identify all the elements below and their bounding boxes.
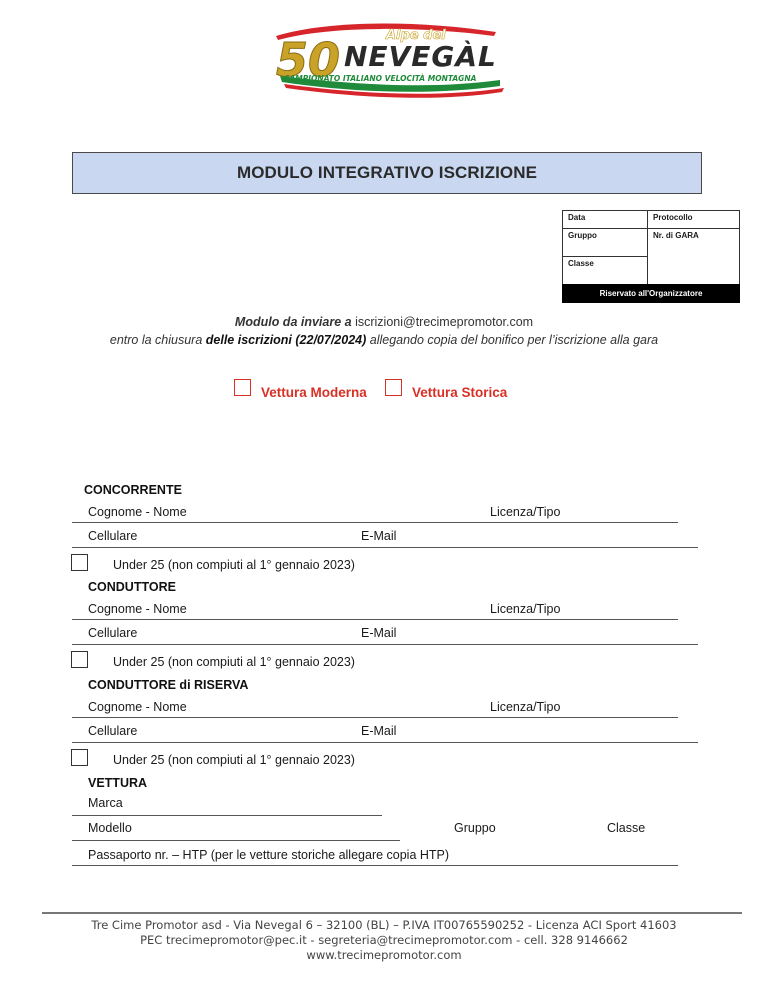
footer-website[interactable]: www.trecimepromotor.com — [306, 948, 462, 962]
organizer-reserved-bar — [562, 284, 740, 303]
riserva-license-label: Licenza/Tipo — [490, 700, 561, 714]
logo-sub-text: CAMPIONATO ITALIANO VELOCITÀ MONTAGNA — [284, 74, 477, 83]
label-nr-gara: Nr. di GARA — [653, 231, 699, 240]
logo-number: 50 — [276, 33, 341, 87]
instruction-part-c: allegando copia del bonifico per l’iscrizione alla gara — [366, 333, 659, 347]
concorrente-name-label: Cognome - Nome — [88, 505, 187, 519]
organizer-table — [562, 210, 740, 303]
label-gruppo: Gruppo — [568, 231, 597, 240]
riserva-name-line[interactable] — [72, 717, 678, 718]
instruction-deadline: delle iscrizioni (22/07/2024) — [205, 333, 367, 347]
vettura-marca-label: Marca — [88, 796, 123, 810]
vettura-passaporto-label: Passaporto nr. – HTP (per le vetture storiche allegare copia HTP) — [88, 848, 450, 862]
vettura-modello-label: Modello — [88, 821, 132, 835]
instruction-line-2 — [0, 333, 768, 347]
concorrente-email-label: E-Mail — [361, 529, 397, 543]
concorrente-contact-line[interactable] — [72, 547, 698, 548]
form-title-box — [72, 152, 702, 194]
vettura-modello-line[interactable] — [72, 840, 400, 841]
cell-gruppo — [562, 228, 648, 257]
section-vettura: VETTURA — [88, 776, 148, 790]
instruction-line-1 — [0, 315, 768, 329]
concorrente-license-label: Licenza/Tipo — [490, 505, 561, 519]
cell-classe — [562, 256, 648, 285]
vettura-gruppo-label: Gruppo — [454, 821, 496, 835]
riserva-phone-label: Cellulare — [88, 724, 138, 738]
conduttore-contact-line[interactable] — [72, 644, 698, 645]
concorrente-name-line[interactable] — [72, 522, 678, 523]
conduttore-name-label: Cognome - Nome — [88, 602, 187, 616]
footer-divider — [42, 912, 742, 914]
concorrente-under25-checkbox[interactable] — [71, 554, 88, 571]
footer-line-2: PEC trecimepromotor@pec.it - segreteria@trecimepromotor.com - cell. 328 9146662 — [140, 933, 628, 947]
label-vettura-storica: Vettura Storica — [412, 385, 508, 400]
section-riserva: CONDUTTORE di RISERVA — [88, 678, 249, 692]
section-concorrente: CONCORRENTE — [84, 483, 182, 497]
riserva-under25-label: Under 25 (non compiuti al 1° gennaio 2023) — [113, 753, 355, 767]
conduttore-license-label: Licenza/Tipo — [490, 602, 561, 616]
checkbox-vettura-moderna[interactable] — [234, 379, 251, 396]
label-classe: Classe — [568, 259, 594, 268]
form-title: MODULO INTEGRATIVO ISCRIZIONE — [236, 163, 538, 182]
footer-line-1: Tre Cime Promotor asd - Via Nevegal 6 – 32100 (BL) – P.IVA IT00765590252 - Licenza ACI Sport 41603 — [91, 918, 677, 932]
logo-main-text: NEVEGÀL — [344, 40, 497, 73]
cell-data — [562, 210, 648, 229]
vettura-marca-line[interactable] — [72, 815, 382, 816]
logo-top-text: Alpe del — [386, 28, 446, 43]
instruction-email[interactable]: iscrizioni@trecimepromotor.com — [355, 315, 534, 329]
vettura-classe-label: Classe — [607, 821, 646, 835]
label-protocollo: Protocollo — [653, 213, 693, 222]
instruction-prefix: Modulo da inviare a — [234, 315, 356, 329]
event-logo — [268, 18, 506, 98]
conduttore-under25-label: Under 25 (non compiuti al 1° gennaio 2023) — [113, 655, 355, 669]
cell-protocollo — [647, 210, 740, 229]
riserva-under25-checkbox[interactable] — [71, 749, 88, 766]
riserva-contact-line[interactable] — [72, 742, 698, 743]
conduttore-email-label: E-Mail — [361, 626, 397, 640]
riserva-email-label: E-Mail — [361, 724, 397, 738]
label-data: Data — [568, 213, 586, 222]
concorrente-under25-label: Under 25 (non compiuti al 1° gennaio 2023) — [113, 558, 355, 572]
label-reserved: Riservato all'Organizzatore — [599, 289, 703, 298]
conduttore-phone-label: Cellulare — [88, 626, 138, 640]
label-vettura-moderna: Vettura Moderna — [261, 385, 367, 400]
checkbox-vettura-storica[interactable] — [385, 379, 402, 396]
section-conduttore: CONDUTTORE — [88, 580, 176, 594]
concorrente-phone-label: Cellulare — [88, 529, 138, 543]
conduttore-name-line[interactable] — [72, 619, 678, 620]
conduttore-under25-checkbox[interactable] — [71, 651, 88, 668]
cell-nr-gara — [647, 228, 740, 285]
instruction-part-a: entro la chiusura — [109, 333, 206, 347]
riserva-name-label: Cognome - Nome — [88, 700, 187, 714]
vettura-passaporto-line[interactable] — [72, 865, 678, 866]
